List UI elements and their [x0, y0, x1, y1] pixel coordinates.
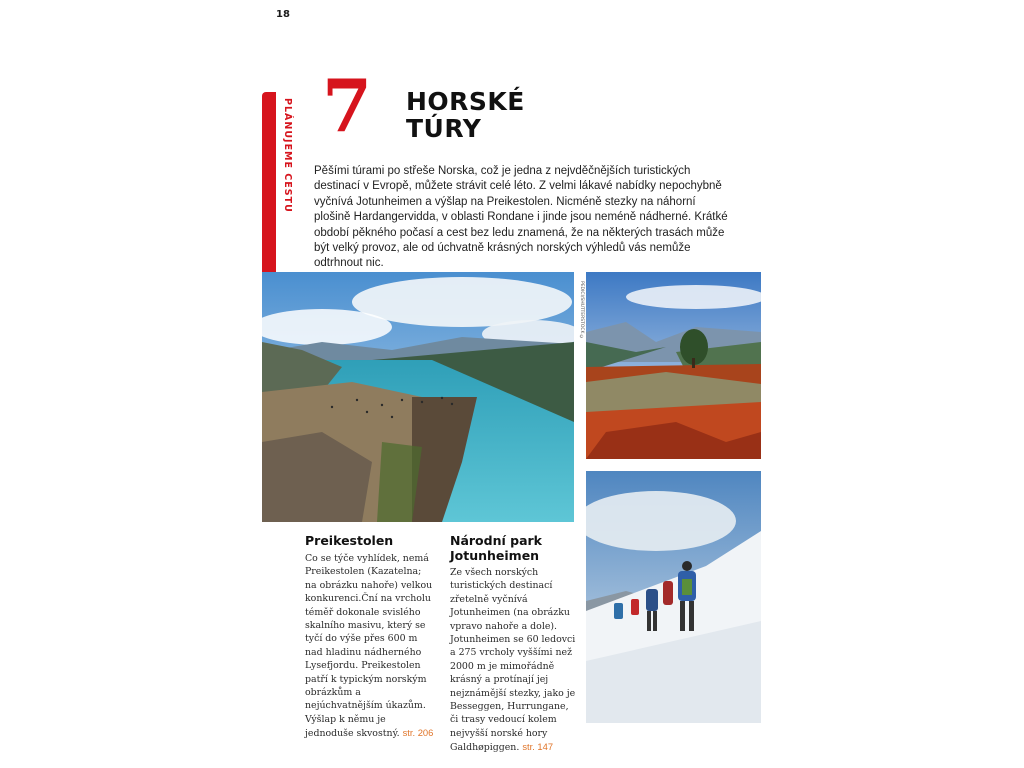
chapter-title-line1: HORSKÉ: [406, 87, 525, 116]
section-label: PLÁNUJEME CESTU: [282, 98, 293, 213]
caption-title-preikestolen: Preikestolen: [305, 533, 394, 548]
hikers-snow-image: [586, 471, 761, 723]
page-reference-link[interactable]: str. 147: [522, 741, 554, 753]
chapter-title-line2: TÚRY: [406, 114, 482, 143]
preikestolen-image: [262, 272, 574, 522]
caption-body-jotunheimen: [450, 566, 576, 755]
caption-title-jotunheimen-line2: Jotunheimen: [450, 548, 540, 563]
page-reference-link[interactable]: str. 206: [402, 727, 434, 739]
caption-text-jotunheimen: Ze všech norských turistických destinací zřetelně vyčnívá Jotunheimen (na obrázku vpravo nahoře a dole). Jotunheimen se 60 ledovci a 275 vrcholy vyššími než 2000 m je mimořádně krásný a protínají jej nejznámější stezky, jako je Besseggen, Hurrungane, či trasy vedoucí kolem nejvyšší norské hory Galdhøpiggen.: [450, 567, 576, 754]
intro-paragraph: Pěšími túrami po střeše Norska, což je jedna z nejvděčnějších turistických destinací v Evropě, můžete strávit celé léto. Z velmi lákavé nabídky nepochybně vyčnívá Jotunheimen a výšlap na Preikestolen. Nicméně stezky na náhorní plošině Hardangervidda, v oblasti Rondane i jinde jsou neméně nádherné. Krátké období pěkného počasí a cest bez ledu znamená, že na některých trasách může být velký provoz, ale od úchvatně krásných norských výhledů vás nemůže odtrhnout nic.: [314, 165, 728, 270]
caption-title-jotunheimen-line1: Národní park: [450, 533, 542, 548]
caption-body-preikestolen: [305, 552, 435, 741]
chapter-tab-marker: [262, 92, 276, 286]
chapter-title: [406, 88, 566, 142]
chapter-number: 7: [322, 63, 373, 148]
caption-text-preikestolen: Co se týče vyhlídek, nemá Preikestolen (Kazatelna; na obrázku nahoře) velkou konkurenci.Ční na vrcholu téměř dokonale svislého skalního masivu, který se tyčí do výše přes 600 m nad hladinu nádherného Lysefjordu. Preikestolen patří k typickým norským obrázkům a nejúchvatnějším úkazům. Výšlap k němu je jednoduše skvostný.: [305, 553, 433, 740]
autumn-landscape-photo: [586, 272, 761, 459]
photo-credit: PEDICI/SHUTTERSTOCK ©: [579, 281, 584, 340]
hikers-snow-photo: [586, 471, 761, 723]
page-number: 18: [276, 9, 290, 20]
caption-title-jotunheimen: [450, 533, 590, 563]
preikestolen-photo: [262, 272, 574, 522]
autumn-landscape-image: [586, 272, 761, 459]
